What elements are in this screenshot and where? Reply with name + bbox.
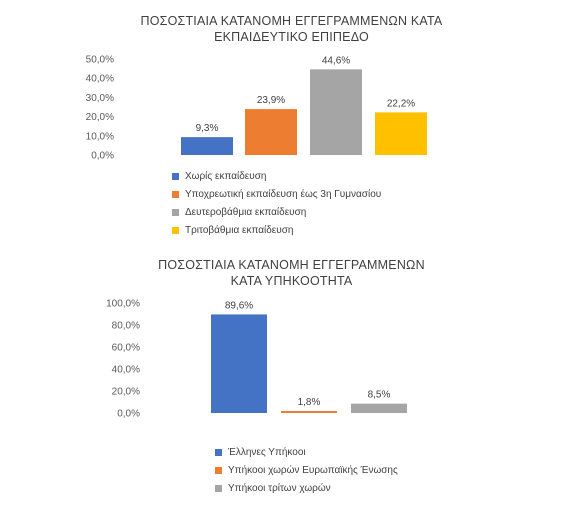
chart2-data-label: 8,5% [367,389,391,401]
chart2-bar [281,411,337,413]
chart2-ytick: 80,0% [111,320,140,332]
chart2-ytick: 100,0% [106,298,140,310]
chart2-bar [351,404,407,413]
legend-label: Υπήκοοι χωρών Ευρωπαϊκής Ένωσης [228,464,398,476]
chart1-ytick: 30,0% [85,92,114,104]
legend-item [172,221,381,239]
legend-label: Τριτοβάθμια εκπαίδευση [185,224,294,236]
legend-label: Έλληνες Υπήκοοι [228,446,306,458]
legend-item [172,185,381,203]
legend-label: Υποχρεωτική εκπαίδευση έως 3η Γυμνασίου [185,188,382,200]
legend-swatch [172,209,179,216]
chart2-ytick: 20,0% [111,386,140,398]
legend-item [215,443,398,461]
chart1-title-line2: ΕΚΠΑΙΔΕΥΤΙΚΟ ΕΠΙΠΕΔΟ [214,30,369,44]
legend-swatch [215,449,222,456]
legend-label: Υπήκοοι τρίτων χωρών [228,482,331,494]
legend-label: Δευτεροβάθμια εκπαίδευση [185,206,307,218]
chart1-data-label: 44,6% [321,55,351,67]
chart2-ytick: 40,0% [111,364,140,376]
chart2-legend [215,443,398,497]
chart1-ytick: 40,0% [85,73,114,85]
chart1-ytick: 20,0% [85,112,114,124]
chart2-ytick: 0,0% [117,408,140,420]
legend-swatch [172,227,179,234]
legend-item [172,167,381,185]
legend-swatch [215,467,222,474]
chart1-legend [172,167,381,239]
chart1-title-line1: ΠΟΣΟΣΤΙΑΙΑ ΚΑΤΑΝΟΜΗ ΕΓΓΕΓΡΑΜΜΕΝΩΝ ΚΑΤΑ [140,14,443,28]
legend-swatch [172,173,179,180]
chart1-ytick: 0,0% [91,150,114,162]
legend-item [172,203,381,221]
chart2-ytick: 60,0% [111,342,140,354]
legend-item [215,461,398,479]
chart2-title-line2: ΚΑΤΑ ΥΠΗΚΟΟΤΗΤΑ [230,274,353,288]
chart1-data-label: 22,2% [386,98,416,110]
legend-swatch [172,191,179,198]
chart1-ytick: 50,0% [85,54,114,66]
chart1-data-label: 23,9% [256,95,286,107]
legend-label: Χωρίς εκπαίδευση [185,170,267,182]
chart2-data-label: 89,6% [224,300,254,312]
legend-swatch [215,485,222,492]
legend-item [215,479,398,497]
chart2-title-line1: ΠΟΣΟΣΤΙΑΙΑ ΚΑΤΑΝΟΜΗ ΕΓΓΕΓΡΑΜΜΕΝΩΝ [158,258,425,272]
chart2-data-label: 1,8% [297,397,321,409]
chart1-data-label: 9,3% [195,123,219,135]
chart2-bar [211,314,267,413]
chart1-ytick: 10,0% [85,131,114,143]
